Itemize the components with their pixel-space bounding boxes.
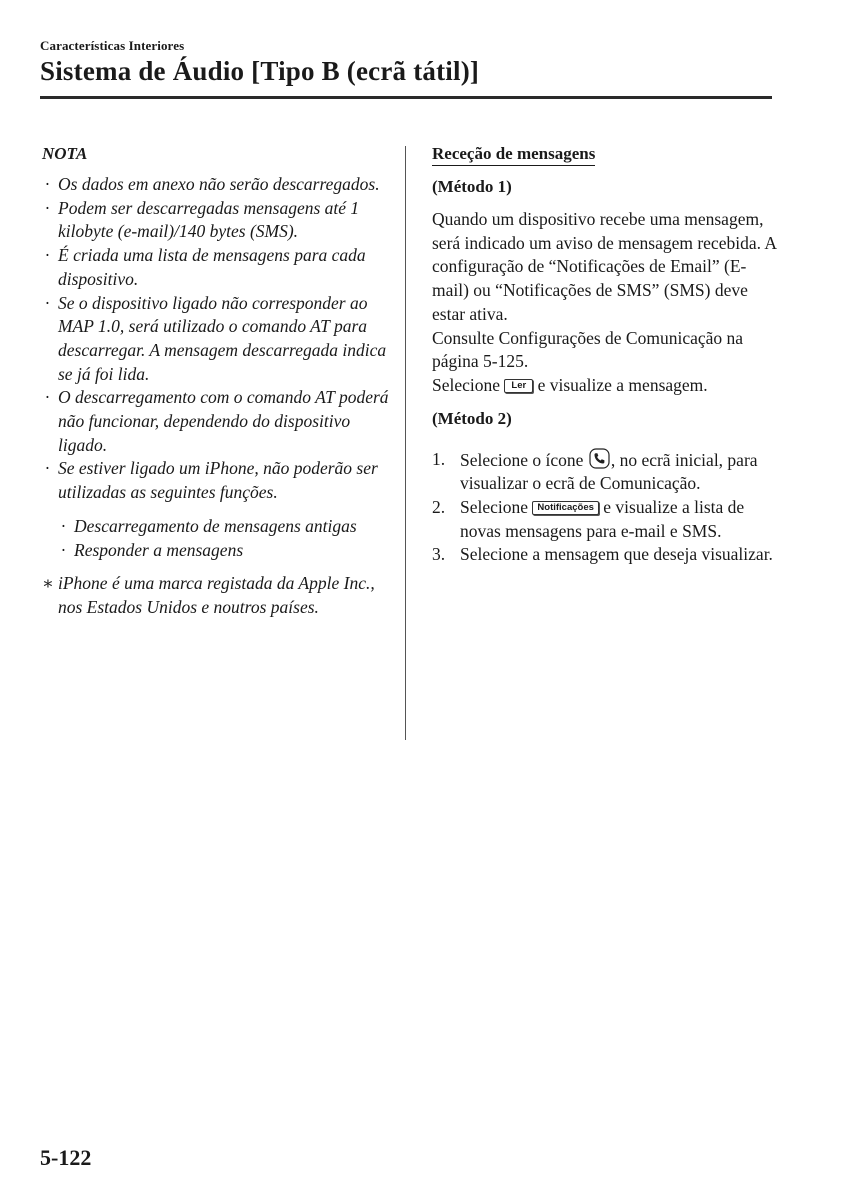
page-title: Sistema de Áudio [Tipo B (ecrã tátil)]: [40, 56, 480, 86]
note-item: [42, 197, 392, 244]
bullet: ·: [45, 387, 50, 408]
note-sub-item: [42, 539, 392, 563]
page-number: 5-122: [40, 1145, 92, 1170]
bullet: ·: [45, 174, 50, 194]
note-item-text: Se o dispositivo ligado não corresponder ao MAP 1.0, será utilizado o comando AT para descarregar. A mensagem descarregada indica se já foi lida.: [58, 292, 387, 384]
step-text-after: , no ecrã inicial, para visualizar o ecrã de Comunicação.: [460, 449, 758, 494]
column-divider: [405, 146, 406, 740]
note-sub-list: [42, 515, 392, 562]
note-item-text: Podem ser descarregadas mensagens até 1 kilobyte (e-mail)/140 bytes (SMS).: [58, 197, 360, 242]
bullet: ·: [45, 458, 50, 479]
step-number: 3.: [432, 544, 446, 565]
bullet: ·: [45, 292, 50, 313]
note-sub-item-text: Responder a mensagens: [74, 539, 244, 560]
bullet: ·: [61, 515, 66, 536]
step-text-before: Selecione: [460, 497, 529, 518]
step-item: [432, 448, 777, 496]
step-item: [432, 496, 777, 543]
notifications-button: Notificações: [532, 501, 599, 515]
note-item-text: Se estiver ligado um iPhone, não poderão ser utilizadas as seguintes funções.: [58, 458, 378, 503]
step-text-before: Selecione o ícone: [460, 449, 584, 470]
receive-heading: Receção de mensagens: [432, 143, 595, 166]
note-column: [42, 143, 392, 620]
note-sub-item: [42, 515, 392, 539]
read-button: Ler: [504, 379, 533, 393]
phone-icon: [589, 448, 610, 469]
receive-column: [432, 143, 777, 567]
step-number: 2.: [432, 497, 446, 518]
note-item: [42, 386, 392, 457]
note-item-text: É criada uma lista de mensagens para cada dispositivo.: [58, 245, 366, 289]
method1-paragraph: Quando um dispositivo recebe uma mensagem, será indicado um aviso de mensagem recebida. A configuração de “Notificações de Email” (E-mail) ou “Notificações de SMS” (SMS) deve estar ativa.: [432, 209, 777, 324]
step-item: [432, 543, 777, 567]
step-number: 1.: [432, 448, 446, 469]
bullet: ·: [45, 197, 50, 218]
bullet: ·: [45, 245, 50, 266]
note-title: NOTA: [42, 144, 88, 163]
section-label: Características Interiores: [40, 38, 185, 53]
step-text: Selecione a mensagem que deseja visualizar.: [460, 544, 773, 565]
method2-heading: (Método 2): [432, 408, 512, 428]
trademark-note: [42, 572, 392, 619]
method2-steps: [432, 448, 777, 568]
note-item: [42, 173, 392, 197]
note-item-text: Os dados em anexo não serão descarregados.: [58, 174, 380, 194]
bullet: ·: [61, 539, 66, 560]
select-suffix: e visualize a mensagem.: [537, 374, 708, 395]
note-item-text: O descarregamento com o comando AT poderá não funcionar, dependendo do dispositivo ligado.: [58, 387, 389, 455]
method1-reference: Consulte Configurações de Comunicação na página 5-125.: [432, 327, 744, 372]
note-item: [42, 457, 392, 504]
step-text-after: e visualize a lista de novas mensagens para e-mail e SMS.: [460, 497, 745, 541]
note-list: [42, 173, 392, 505]
trademark-text: iPhone é uma marca registada da Apple Inc., nos Estados Unidos e noutros países.: [58, 573, 375, 617]
asterisk: ∗: [42, 573, 54, 594]
header-rule: [40, 96, 772, 99]
select-prefix: Selecione: [432, 374, 501, 395]
note-sub-item-text: Descarregamento de mensagens antigas: [74, 515, 357, 536]
method1-select-line: [432, 374, 777, 398]
note-item: [42, 244, 392, 291]
method1-heading: (Método 1): [432, 177, 512, 196]
note-item: [42, 292, 392, 387]
